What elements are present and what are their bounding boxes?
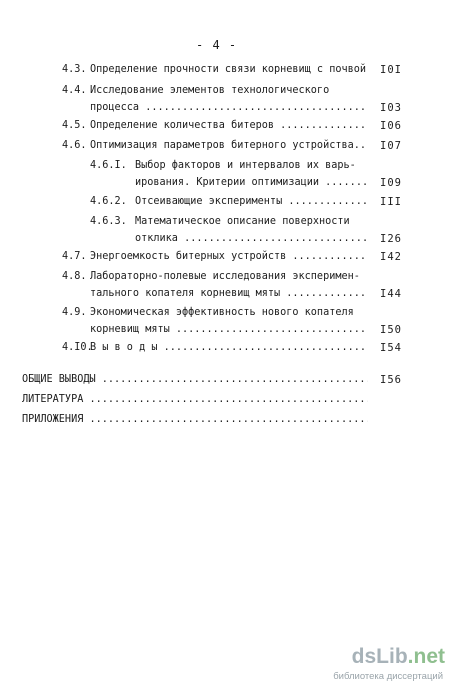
toc-entry-page: I50: [380, 324, 402, 336]
toc-entry-number: 4.6.I.: [90, 160, 127, 171]
toc-entry-page: III: [380, 196, 402, 208]
toc-entry-title: Энергоемкость битерных устройств: [90, 251, 287, 262]
toc-entry-title: Лабораторно-полевые исследования эксперимен-: [90, 271, 360, 282]
toc-entry-title: ОБЩИЕ ВЫВОДЫ: [22, 374, 96, 385]
toc-entry: [62, 340, 402, 357]
toc-entry: [62, 118, 402, 135]
toc-entry: [22, 392, 402, 409]
toc-entry-title: Исследование элементов технологического: [90, 85, 330, 96]
toc-entry-title: процесса: [90, 102, 140, 113]
toc-entry: [62, 249, 402, 266]
toc-entry: [22, 412, 402, 429]
toc-entry-title: Оптимизация параметров битерного устройства..: [90, 140, 367, 151]
toc-entry: [62, 138, 402, 155]
toc-entry-page: I06: [380, 120, 402, 132]
toc-entry-title: В ы в о д ы: [90, 342, 158, 353]
watermark-logo-main: dsLib: [351, 645, 408, 668]
toc-entry: [62, 269, 402, 303]
toc-entry-title: ирования. Критерии оптимизации: [135, 177, 320, 188]
toc-entry-title: Определение количества битеров: [90, 120, 275, 131]
toc-entry: [90, 158, 402, 192]
toc-entry-title: Выбор факторов и интервалов их варь-: [135, 160, 356, 171]
toc-entry-page: I0I: [380, 64, 402, 76]
watermark-logo: [352, 645, 445, 669]
toc-entry-page: I03: [380, 102, 402, 114]
toc-entry: [90, 194, 402, 211]
watermark-logo-suffix: .net: [407, 645, 445, 668]
toc-entry-title: Математическое описание поверхности: [135, 216, 350, 227]
watermark: [295, 645, 445, 690]
toc-entry-page: I54: [380, 342, 402, 354]
toc-entry-title: ПРИЛОЖЕНИЯ: [22, 414, 84, 425]
toc-entry-number: 4.I0.: [62, 342, 93, 353]
toc-entry-title: Экономическая эффективность нового копателя: [90, 307, 354, 318]
toc-entry-title: тального копателя корневищ мяты: [90, 288, 281, 299]
toc-entry-number: 4.3.: [62, 64, 87, 75]
toc-entry: [62, 305, 402, 339]
toc-entry: [90, 214, 402, 248]
toc-entry-number: 4.9.: [62, 307, 87, 318]
toc-entry-number: 4.5.: [62, 120, 87, 131]
toc-entry-number: 4.8.: [62, 271, 87, 282]
toc-entry-number: 4.7.: [62, 251, 87, 262]
toc-entry-page: I26: [380, 233, 402, 245]
toc-entry-page: I42: [380, 251, 402, 263]
watermark-subtitle: библиотека диссертаций: [333, 671, 443, 682]
toc-entry-title: отклика: [135, 233, 178, 244]
toc-entry: [22, 372, 402, 389]
toc-entry-page: I44: [380, 288, 402, 300]
toc-entry-page: I07: [380, 140, 402, 152]
toc-entry: [62, 83, 402, 117]
toc-entry-number: 4.4.: [62, 85, 87, 96]
toc-entry-title: Отсеивающие эксперименты: [135, 196, 283, 207]
page-number: - 4 -: [196, 38, 238, 52]
toc-entry-page: I09: [380, 177, 402, 189]
toc-entry-page: I56: [380, 374, 402, 386]
toc-entry-title: ЛИТЕРАТУРА: [22, 394, 84, 405]
toc-entry-number: 4.6.: [62, 140, 87, 151]
toc-entry-number: 4.6.3.: [90, 216, 127, 227]
toc-entry: [62, 62, 402, 79]
toc-entry-title: Определение прочности связи корневищ с почвой: [90, 64, 367, 75]
toc-entry-number: 4.6.2.: [90, 196, 127, 207]
toc-entry-title: корневищ мяты: [90, 324, 170, 335]
